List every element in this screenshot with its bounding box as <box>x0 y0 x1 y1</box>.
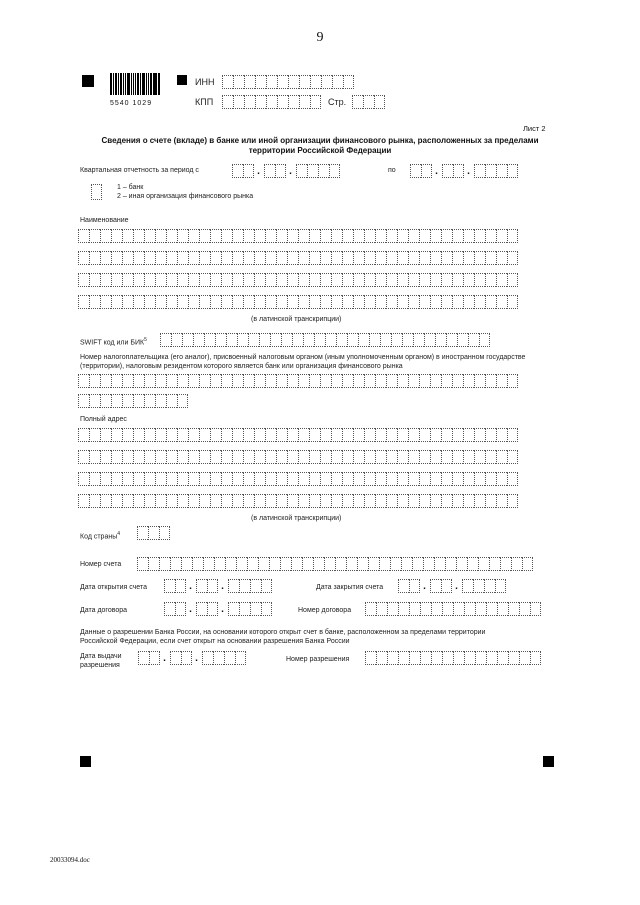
country-code-label <box>80 531 120 540</box>
barcode-number: 5540 1029 <box>110 100 153 107</box>
org-type-field[interactable] <box>91 184 102 200</box>
period-to-label: по <box>388 167 396 174</box>
period-from-year[interactable] <box>296 164 340 178</box>
date-separator: . <box>195 653 198 664</box>
open-date-day[interactable] <box>164 579 186 593</box>
kpp-label: КПП <box>195 97 214 107</box>
inn-field[interactable] <box>222 75 354 89</box>
permission-date-month[interactable] <box>170 651 192 665</box>
page-label: Стр. <box>328 97 347 107</box>
sheet-label: Лист 2 <box>523 124 546 133</box>
permission-number-field[interactable] <box>365 651 541 665</box>
date-separator: . <box>467 166 470 177</box>
date-separator: . <box>435 166 438 177</box>
name-field[interactable] <box>78 229 518 309</box>
swift-field[interactable] <box>160 333 490 347</box>
account-number-label: Номер счета <box>80 561 122 568</box>
page-number: 9 <box>316 30 324 45</box>
date-separator: . <box>257 166 260 177</box>
date-separator: . <box>455 581 458 592</box>
country-code-field[interactable] <box>137 526 170 540</box>
date-separator: . <box>163 653 166 664</box>
contract-number-field[interactable] <box>365 602 541 616</box>
date-separator: . <box>423 581 426 592</box>
swift-label <box>80 337 147 346</box>
date-separator: . <box>221 581 224 592</box>
permission-date-year[interactable] <box>202 651 246 665</box>
contract-date-year[interactable] <box>228 602 272 616</box>
close-date-year[interactable] <box>462 579 506 593</box>
taxpayer-number-field[interactable] <box>78 374 518 408</box>
permission-date-day[interactable] <box>138 651 160 665</box>
taxpayer-number-label: Номер налогоплательщика (его аналог), присвоенный налоговым органом (иным уполномоченным органом) в иностранном государстве (территории), налоговым резидентом которого является банк или организация финансового рынка <box>80 354 526 370</box>
org-type-option-1: 1 – банк <box>117 184 144 191</box>
marker-square <box>177 75 187 85</box>
swift-footnote: 5 <box>144 337 147 343</box>
account-number-field[interactable] <box>137 557 533 571</box>
swift-label-text: SWIFT код или БИК <box>80 339 145 347</box>
barcode <box>110 73 160 95</box>
corner-marker-top-left <box>82 75 94 87</box>
name-latin-note: (в латинской транскрипции) <box>251 316 342 323</box>
date-separator: . <box>189 581 192 592</box>
close-date-label: Дата закрытия счета <box>316 584 384 591</box>
contract-number-label: Номер договора <box>298 607 352 614</box>
address-label: Полный адрес <box>80 416 127 423</box>
name-label: Наименование <box>80 217 129 224</box>
corner-marker-bottom-right <box>543 756 554 767</box>
period-to-year[interactable] <box>474 164 518 178</box>
footer-file-name: 20033094.doc <box>50 856 90 864</box>
country-code-footnote: 4 <box>117 531 121 537</box>
inn-label: ИНН <box>195 77 215 87</box>
period-from-month[interactable] <box>264 164 286 178</box>
contract-date-label: Дата договора <box>80 607 128 614</box>
country-code-label-text: Код страны <box>80 533 118 541</box>
form-title: Сведения о счете (вкладе) в банке или иной организации финансового рынка, расположенных за пределами территории Российской Федерации <box>101 136 539 155</box>
period-label: Квартальная отчетность за период с <box>80 167 199 174</box>
address-field[interactable] <box>78 428 518 508</box>
permission-info-label: Данные о разрешении Банка России, на основании которого открыт счет в банке, расположенном за пределами территории Российской Федерации, если счет открыт на основании разрешения Банка России <box>80 629 486 645</box>
date-separator: . <box>189 604 192 615</box>
date-separator: . <box>289 166 292 177</box>
period-from-day[interactable] <box>232 164 254 178</box>
contract-date-day[interactable] <box>164 602 186 616</box>
period-to-day[interactable] <box>410 164 432 178</box>
date-separator: . <box>221 604 224 615</box>
org-type-option-2: 2 – иная организация финансового рынка <box>117 193 254 200</box>
period-to-month[interactable] <box>442 164 464 178</box>
close-date-month[interactable] <box>430 579 452 593</box>
address-latin-note: (в латинской транскрипции) <box>251 515 342 522</box>
corner-marker-bottom-left <box>80 756 91 767</box>
close-date-day[interactable] <box>398 579 420 593</box>
permission-date-label: Дата выдачи разрешения <box>80 653 122 669</box>
open-date-month[interactable] <box>196 579 218 593</box>
permission-number-label: Номер разрешения <box>286 656 350 663</box>
contract-date-month[interactable] <box>196 602 218 616</box>
open-date-label: Дата открытия счета <box>80 584 147 591</box>
page-field[interactable] <box>352 95 385 109</box>
open-date-year[interactable] <box>228 579 272 593</box>
kpp-field[interactable] <box>222 95 321 109</box>
